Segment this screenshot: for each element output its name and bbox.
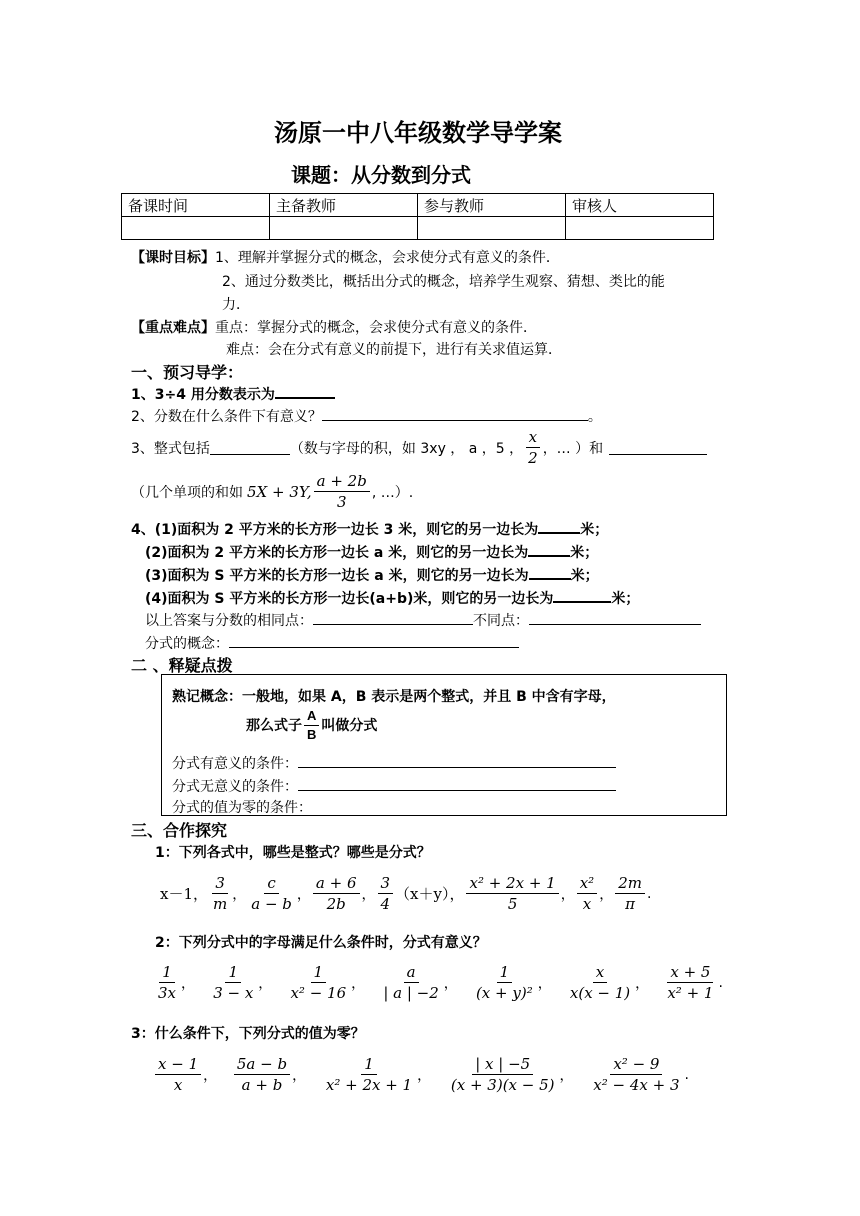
expr-3-over-4: $\frac{3}{4}$ bbox=[378, 874, 394, 913]
expr-1-over-x2-minus-16: $\frac{1}{\text{x² − 16}}$ bbox=[290, 963, 347, 1002]
box-cond-1-label: 分式有意义的条件： bbox=[172, 756, 298, 772]
s1-q4-4-blank[interactable] bbox=[553, 587, 611, 603]
section1-heading: 一、预习导学： bbox=[131, 363, 244, 382]
expr-a-plus-6-over-2b: $\frac{a + 6}{2b}$ bbox=[313, 874, 360, 913]
s1-q2-end: 。 bbox=[587, 409, 602, 425]
section2-heading: 二 、释疑点拨 bbox=[131, 656, 233, 675]
goals-item-2b: 力． bbox=[222, 297, 250, 313]
s1-q4-3: (3)面积为 S 平方米的长方形一边长 a 米，则它的另一边长为 米； bbox=[145, 564, 599, 585]
value-prep-time[interactable] bbox=[122, 217, 270, 240]
s1-q3-line2-text-b: , …）. bbox=[371, 484, 414, 501]
s1-q1-text: 1、3÷4 用分数表示为 bbox=[131, 387, 275, 403]
lesson-info-table bbox=[121, 193, 714, 240]
s1-diff-label: 不同点： bbox=[473, 613, 529, 629]
header-reviewer: 审核人 bbox=[566, 194, 714, 217]
goals-label: 【课时目标】 bbox=[131, 250, 215, 266]
s1-concept-label: 分式的概念： bbox=[145, 636, 229, 652]
header-prep-time: 备课时间 bbox=[122, 194, 270, 217]
header-participating-teacher: 参与教师 bbox=[418, 194, 566, 217]
value-reviewer[interactable] bbox=[566, 217, 714, 240]
s1-q3-line2-text-a: （几个单项的和如 bbox=[131, 484, 243, 501]
expr-a-over-abs-a-minus-2: $\frac{a}{| a | -2}$ bbox=[383, 963, 439, 1002]
s1-q3-fraction: $\frac{x}{2}$ bbox=[525, 428, 541, 467]
s1-q2 bbox=[131, 406, 602, 426]
s1-q4-2-blank[interactable] bbox=[528, 541, 570, 557]
s1-q3-text-c: ，… ）和 bbox=[542, 440, 604, 457]
goals-item-1: 1、理解并掌握分式的概念，会求使分式有意义的条件． bbox=[215, 250, 560, 266]
header-lead-teacher: 主备教师 bbox=[270, 194, 418, 217]
s3-q1: 1：下列各式中，哪些是整式？哪些是分式？ bbox=[155, 845, 431, 861]
box-line-1: 熟记概念：一般地，如果 A，B 表示是两个整式，并且 B 中含有字母， bbox=[172, 689, 616, 705]
s1-q4-1-blank[interactable] bbox=[538, 518, 580, 534]
s1-q3-line2-fraction: $\frac{a + 2b}{3}$ bbox=[314, 472, 370, 511]
value-lead-teacher[interactable] bbox=[270, 217, 418, 240]
s1-q4-2: (2)面积为 2 平方米的长方形一边长 a 米，则它的另一边长为 米； bbox=[145, 541, 598, 562]
value-participating-teacher[interactable] bbox=[418, 217, 566, 240]
s1-same-label: 以上答案与分数的相同点： bbox=[145, 613, 313, 629]
expr-x-over-x-times-x-minus-1: $\frac{x}{x(x - 1)}$ bbox=[569, 963, 631, 1002]
s1-same-blank[interactable] bbox=[313, 610, 473, 625]
expr-1-over-3-minus-x: $\frac{1}{3 - x}$ bbox=[213, 963, 254, 1002]
s1-q3-text-a: 3、整式包括 bbox=[131, 440, 210, 457]
expr-1-over-x-plus-y-squared: $\frac{1}{\text{(x + y)²}}$ bbox=[475, 963, 533, 1002]
s1-q1 bbox=[131, 383, 335, 404]
s3-q1-expressions: x－1， $\frac{3}{m}$ ， $\frac{c}{a - b}$ ， $\frac{a + 6}{2b}$ ， $\frac{3}{4}$ （x＋y）， $\frac{\text{x² + 2x + 1}}{5}$ ， $\frac{\text{x²}}{x}$ ， $\frac{2m}{\pi}$ . bbox=[160, 874, 652, 913]
box-line-2-text-a: 那么式子 bbox=[246, 718, 302, 735]
s1-q3-line2-expr: 5X + 3Y, bbox=[247, 482, 312, 501]
box-fraction: $\frac{A}{B}$ bbox=[304, 708, 319, 742]
s3-q2: 2：下列分式中的字母满足什么条件时，分式有意义？ bbox=[155, 935, 487, 951]
expr-x-minus-1-over-x: $\frac{x - 1}{x}$ bbox=[155, 1055, 201, 1094]
s1-q3-line2 bbox=[131, 472, 413, 511]
box-cond-2-label: 分式无意义的条件： bbox=[172, 779, 298, 795]
box-line-2-text-b: 叫做分式 bbox=[321, 718, 378, 735]
page-title: 汤原一中八年级数学导学案 bbox=[274, 118, 562, 147]
section3-heading: 三、合作探究 bbox=[131, 821, 228, 840]
box-line-2 bbox=[246, 708, 377, 742]
expr-3-over-m: $\frac{3}{m}$ bbox=[213, 874, 228, 913]
expr-2m-over-pi: $\frac{2m}{\pi}$ bbox=[615, 874, 645, 913]
s1-same-diff bbox=[145, 610, 701, 630]
box-cond-2-blank[interactable] bbox=[298, 776, 616, 791]
lesson-subtitle: 课题：从分数到分式 bbox=[291, 163, 471, 187]
expr-5a-minus-b-over-a-plus-b: $\frac{5a - b}{a + b}$ bbox=[234, 1055, 290, 1094]
expr-x-plus-5-over-x2-plus-1: $\frac{x + 5}{\text{x² + 1}}$ bbox=[667, 963, 714, 1002]
s3-q3: 3：什么条件下，下列分式的值为零？ bbox=[131, 1026, 365, 1042]
goals-line-1 bbox=[131, 247, 560, 267]
s1-q1-blank[interactable] bbox=[275, 383, 335, 399]
s1-q3-text-b: （数与字母的积，如 3xy ， a ，5 ， bbox=[289, 440, 524, 457]
s1-q3-blank-1[interactable] bbox=[210, 440, 290, 455]
s3-q3-expressions: $\frac{x - 1}{x}$ ， $\frac{5a - b}{a + b}$ ， $\frac{1}{\text{x² + 2x + 1}}$ ， $\frac{| x | -5}{(x + 3)(x - 5)}$ ， $\frac{\text{x² − 9}}{\text{x² − 4x + 3}}$ . bbox=[153, 1055, 689, 1094]
expr-1-over-x2-plus-2x-plus-1: $\frac{1}{\text{x² + 2x + 1}}$ bbox=[325, 1055, 413, 1094]
box-cond-2 bbox=[172, 776, 616, 796]
box-cond-1-blank[interactable] bbox=[298, 753, 616, 768]
goals-item-2a: 2、通过分数类比，概括出分式的概念，培养学生观察、猜想、类比的能 bbox=[222, 274, 665, 290]
s1-concept-blank[interactable] bbox=[229, 633, 519, 648]
keypoints-difficult: 难点：会在分式有意义的前提下，进行有关求值运算． bbox=[226, 342, 562, 358]
expr-1-over-3x: $\frac{1}{3x}$ bbox=[158, 963, 177, 1002]
expr-x-minus-1: x－1， bbox=[160, 885, 209, 903]
expr-quadratic-over-5: $\frac{\text{x² + 2x + 1}}{5}$ bbox=[466, 874, 558, 913]
s1-concept bbox=[145, 633, 519, 653]
box-cond-3-label: 分式的值为零的条件： bbox=[172, 800, 312, 816]
s1-q4-4: (4)面积为 S 平方米的长方形一边长(a+b)米，则它的另一边长为 米； bbox=[145, 587, 639, 608]
keypoints-line-1 bbox=[131, 317, 537, 337]
expr-x-squared-over-x: $\frac{\text{x²}}{x}$ bbox=[577, 874, 597, 913]
s1-q3-blank-2[interactable] bbox=[609, 440, 707, 455]
expr-x-plus-y: （x＋y）， bbox=[395, 885, 465, 903]
s1-diff-blank[interactable] bbox=[529, 610, 701, 625]
s1-q3 bbox=[131, 428, 707, 467]
s1-q2-text: 2、分数在什么条件下有意义？ bbox=[131, 409, 322, 425]
expr-abs-x-minus-5-over-product: $\frac{| x | -5}{(x + 3)(x - 5)}$ bbox=[450, 1055, 555, 1094]
s1-q2-blank[interactable] bbox=[322, 406, 588, 421]
expr-x2-minus-9-over-quadratic: $\frac{\text{x² − 9}}{\text{x² − 4x + 3}}$ bbox=[593, 1055, 680, 1094]
box-cond-1 bbox=[172, 753, 616, 773]
s3-q2-expressions: $\frac{1}{3x}$ ， $\frac{1}{3 - x}$ ， $\frac{1}{\text{x² − 16}}$ ， $\frac{a}{| a | -2}$ ， $\frac{1}{\text{(x + y)²}}$ ， $\frac{x}{x(x - 1)}$ ， $\frac{x + 5}{\text{x² + 1}}$ . bbox=[153, 963, 723, 1002]
s1-q4-1: 4、(1)面积为 2 平方米的长方形一边长 3 米，则它的另一边长为 米； bbox=[131, 518, 608, 539]
keypoints-label: 【重点难点】 bbox=[131, 320, 215, 336]
s1-q4-3-blank[interactable] bbox=[529, 564, 571, 580]
keypoints-key: 重点：掌握分式的概念，会求使分式有意义的条件． bbox=[215, 320, 537, 336]
box-cond-3 bbox=[172, 797, 312, 817]
expr-c-over-a-minus-b: $\frac{c}{a - b}$ bbox=[251, 874, 292, 913]
